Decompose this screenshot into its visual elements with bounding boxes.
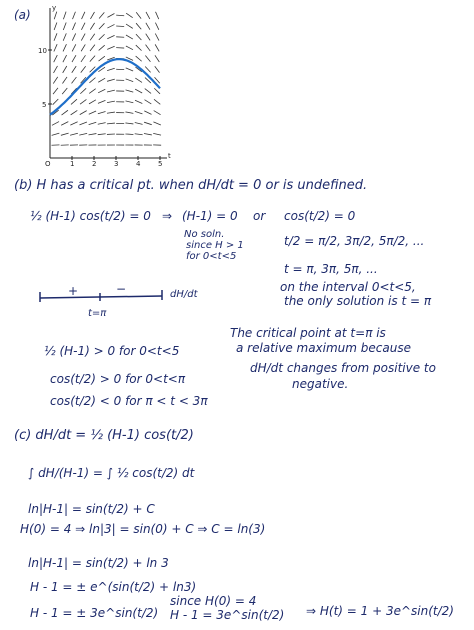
solution-list-t: t = π, 3π, 5π, ... <box>284 262 378 276</box>
slope-field-graph <box>32 0 172 170</box>
slope-segment <box>52 122 59 126</box>
slope-segment <box>146 34 150 41</box>
slope-segment <box>154 111 161 115</box>
slope-segment <box>107 68 115 70</box>
x-tick-3: 3 <box>114 160 119 168</box>
slope-segment <box>135 123 143 125</box>
slope-segment <box>99 23 104 29</box>
slope-segment <box>61 122 68 126</box>
slope-segment <box>72 33 75 40</box>
slope-segment <box>98 78 105 82</box>
part-c-eq5: ln|H-1| = sin(t/2) + ln 3 <box>28 556 169 570</box>
slope-segment <box>99 45 105 50</box>
slope-segment <box>136 56 142 61</box>
slope-segment <box>71 99 77 104</box>
slope-segment <box>90 12 94 19</box>
slope-segment <box>154 99 160 104</box>
only-solution: the only solution is t = π <box>284 294 432 308</box>
part-a-label: (a) <box>14 8 31 22</box>
interval-note: on the interval 0<t<5, <box>280 280 416 294</box>
slope-segment <box>135 111 143 114</box>
y-axis-label: y <box>52 4 57 12</box>
slope-segment <box>90 23 94 30</box>
slope-segment <box>99 34 105 40</box>
slope-segment <box>89 89 95 94</box>
slope-segment <box>135 89 142 93</box>
slope-segment <box>144 134 152 135</box>
part-b-intro: (b) H has a critical pt. when dH/dt = 0 or is undefined. <box>14 178 368 193</box>
eq-b1-or: or <box>253 209 266 223</box>
slope-segment <box>155 44 159 51</box>
x-tick-1: 1 <box>70 160 75 168</box>
slope-segment <box>81 23 85 30</box>
slope-segment <box>155 66 160 72</box>
slope-segment <box>98 123 106 125</box>
eq-b1-factor2: cos(t/2) = 0 <box>284 209 356 223</box>
part-c-eq3: ln|H-1| = sin(t/2) + C <box>28 502 155 516</box>
eq-b1-factor1: (H-1) = 0 <box>182 209 238 223</box>
slope-segment <box>72 44 76 51</box>
slope-segment <box>136 12 141 18</box>
slope-segment <box>53 99 59 105</box>
slope-segment <box>153 133 161 135</box>
slope-segment <box>90 56 95 62</box>
slope-segment <box>54 33 57 40</box>
slope-segment <box>81 55 86 62</box>
slope-segment <box>62 88 67 94</box>
ineq-cos-negative: cos(t/2) < 0 for π < t < 3π <box>50 394 208 408</box>
slope-segment <box>126 79 134 82</box>
slope-segment <box>145 89 151 94</box>
slope-segment <box>90 45 95 51</box>
slope-segment <box>145 56 150 62</box>
part-c-eq8b: H - 1 = 3e^sin(t/2) <box>170 608 285 622</box>
slope-field-segments <box>52 12 162 146</box>
slope-segment <box>98 134 106 135</box>
slope-segment <box>98 111 106 113</box>
slope-segment <box>70 133 78 135</box>
slope-segment <box>107 79 115 81</box>
slope-segment <box>63 33 66 40</box>
sign-variable: dH/dt <box>170 289 198 300</box>
slope-segment <box>71 110 78 114</box>
slope-segment <box>62 77 67 84</box>
part-c-eq6: H - 1 = ± e^(sin(t/2) + ln3) <box>30 580 197 594</box>
slope-segment <box>80 99 86 104</box>
slope-segment <box>116 15 124 16</box>
slope-segment <box>155 33 159 40</box>
slope-segment <box>62 110 68 115</box>
slope-segment <box>81 44 85 51</box>
eq-b1-arrow: ⇒ <box>162 209 173 223</box>
slope-segment <box>146 12 150 19</box>
slope-segment <box>154 88 160 94</box>
conclusion-line4: negative. <box>292 377 349 391</box>
slope-segment <box>53 88 58 94</box>
slope-segment <box>155 23 158 30</box>
slope-segment <box>155 55 159 62</box>
slope-segment <box>81 66 86 72</box>
conclusion-line3: dH/dt changes from positive to <box>250 361 436 375</box>
part-c-eq4: H(0) = 4 ⇒ ln|3| = sin(0) + C ⇒ C = ln(3) <box>20 522 266 536</box>
slope-segment <box>125 112 133 113</box>
slope-segment <box>125 134 133 135</box>
slope-segment <box>89 111 96 114</box>
slope-segment <box>82 12 85 19</box>
slope-segment <box>52 133 60 135</box>
slope-segment <box>63 66 67 73</box>
slope-segment <box>145 100 152 104</box>
x-tick-4: 4 <box>136 160 141 168</box>
ineq-factor: ½ (H-1) > 0 for 0<t<5 <box>44 344 180 358</box>
slope-segment <box>79 122 86 125</box>
x-tick-2: 2 <box>92 160 97 168</box>
slope-segment <box>54 12 57 20</box>
slope-segment <box>89 100 96 104</box>
part-c-eq1: (c) dH/dt = ½ (H-1) cos(t/2) <box>14 428 194 443</box>
x-axis-label: t <box>168 152 171 160</box>
slope-segment <box>107 35 114 38</box>
conclusion-line2: a relative maximum because <box>236 341 411 355</box>
slope-segment <box>144 122 152 124</box>
slope-segment <box>107 46 114 49</box>
slope-segment <box>80 111 87 115</box>
slope-segment <box>126 46 133 50</box>
slope-segment <box>116 26 124 27</box>
slope-segment <box>145 67 150 73</box>
y-tick-5: 5 <box>42 101 47 109</box>
sign-critical-point: t=π <box>88 308 107 319</box>
slope-segment <box>63 44 66 51</box>
slope-segment <box>63 23 66 30</box>
slope-segment <box>126 68 133 71</box>
axis-ticks <box>48 50 160 160</box>
slope-segment <box>89 122 97 124</box>
slope-segment <box>135 78 142 82</box>
slope-segment <box>54 22 57 30</box>
ineq-cos-positive: cos(t/2) > 0 for 0<t<π <box>50 372 186 386</box>
slope-segment <box>126 35 133 39</box>
part-c-eq2: ∫ dH/(H-1) = ∫ ½ cos(t/2) dt <box>28 466 195 480</box>
slope-segment <box>107 123 115 124</box>
slope-segment <box>73 12 76 19</box>
slope-segment <box>72 66 76 73</box>
slope-segment <box>61 133 69 135</box>
slope-segment <box>144 111 151 114</box>
slope-segment <box>107 90 115 92</box>
slope-segment <box>107 24 114 28</box>
slope-segment <box>107 112 115 113</box>
x-tick-5: 5 <box>158 160 163 168</box>
slope-segment <box>146 45 151 51</box>
note-no-solution: No soln. <box>184 229 225 240</box>
slope-segment <box>126 101 134 103</box>
slope-segment <box>153 122 160 125</box>
note-since: since H > 1 <box>186 240 244 251</box>
note-interval: for 0<t<5 <box>186 251 237 262</box>
slope-segment <box>146 23 150 30</box>
y-tick-10: 10 <box>38 47 47 55</box>
slope-segment <box>126 90 134 92</box>
slope-segment <box>89 78 95 83</box>
slope-segment <box>80 88 86 93</box>
slope-segment <box>107 101 115 102</box>
slope-segment <box>98 89 105 93</box>
solution-list-half: t/2 = π/2, 3π/2, 5π/2, ... <box>284 234 425 248</box>
slope-segment <box>89 134 97 135</box>
part-c-eq8a: since H(0) = 4 <box>170 594 257 608</box>
slope-segment <box>99 56 105 61</box>
slope-segment <box>53 77 57 84</box>
slope-segment <box>90 34 95 41</box>
slope-segment <box>126 24 133 28</box>
slope-segment <box>135 100 142 103</box>
slope-segment <box>54 55 58 62</box>
slope-segment <box>81 34 85 41</box>
conclusion-line1: The critical point at t=π is <box>230 326 386 340</box>
slope-segment <box>156 12 159 19</box>
part-c-eq8c: ⇒ H(t) = 1 + 3e^sin(t/2) <box>306 604 454 618</box>
part-c-eq7: H - 1 = ± 3e^sin(t/2) <box>30 606 159 620</box>
slope-segment <box>135 134 143 135</box>
slope-segment <box>54 66 58 73</box>
slope-segment <box>72 23 75 30</box>
slope-segment <box>136 45 142 51</box>
slope-segment <box>136 23 141 29</box>
slope-segment <box>72 77 77 83</box>
slope-segment <box>107 14 114 18</box>
slope-segment <box>54 44 57 51</box>
slope-segment <box>70 122 77 125</box>
slope-segment <box>125 123 133 124</box>
slope-segment <box>98 100 105 103</box>
slope-segment <box>136 34 141 40</box>
x-tick-0: O <box>45 160 51 168</box>
slope-segment <box>126 13 133 18</box>
slope-segment <box>63 55 67 62</box>
sign-plus: + <box>68 284 79 298</box>
eq-b1-left: ½ (H-1) cos(t/2) = 0 <box>30 209 151 223</box>
slope-segment <box>99 12 104 18</box>
slope-segment <box>79 133 87 135</box>
sign-minus: − <box>116 282 127 296</box>
slope-segment <box>63 12 66 20</box>
slope-segment <box>72 55 76 62</box>
